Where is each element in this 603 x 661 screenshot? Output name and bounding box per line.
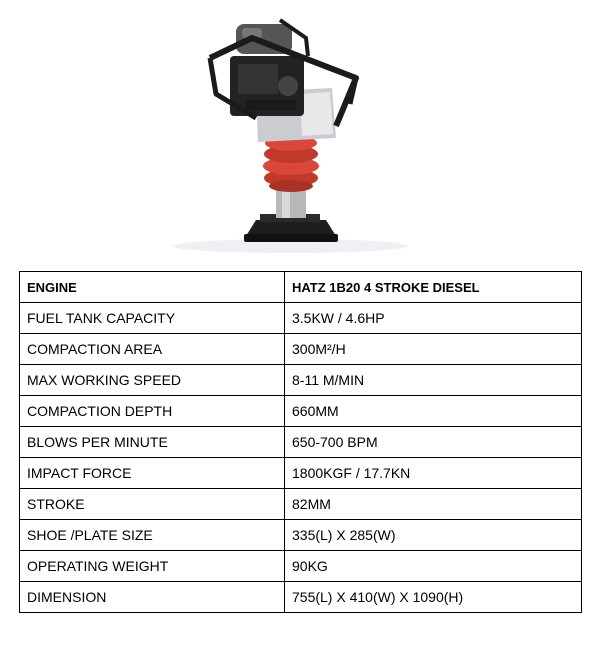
spec-label: SHOE /PLATE SIZE — [20, 520, 285, 551]
spec-value: 8-11 M/MIN — [285, 365, 582, 396]
spec-value: 300M²/H — [285, 334, 582, 365]
spec-value: 650-700 BPM — [285, 427, 582, 458]
spec-value: 90KG — [285, 551, 582, 582]
spec-label: COMPACTION AREA — [20, 334, 285, 365]
spec-label: BLOWS PER MINUTE — [20, 427, 285, 458]
spec-label: STROKE — [20, 489, 285, 520]
spec-table-row — [20, 551, 582, 582]
spec-value: 82MM — [285, 489, 582, 520]
spec-table — [19, 271, 582, 613]
spec-table-row — [20, 520, 582, 551]
spec-label: FUEL TANK CAPACITY — [20, 303, 285, 334]
spec-value: 3.5KW / 4.6HP — [285, 303, 582, 334]
spec-table-row — [20, 396, 582, 427]
spec-label: IMPACT FORCE — [20, 458, 285, 489]
spec-table-row — [20, 334, 582, 365]
spec-value: 335(L) X 285(W) — [285, 520, 582, 551]
spec-table-row — [20, 458, 582, 489]
spec-table-row — [20, 582, 582, 613]
spec-label: MAX WORKING SPEED — [20, 365, 285, 396]
spec-table-header-row — [20, 272, 582, 303]
spec-value: 660MM — [285, 396, 582, 427]
tamping-rammer-image — [160, 8, 420, 260]
spec-table-row — [20, 489, 582, 520]
spec-table-row — [20, 427, 582, 458]
spec-label: ENGINE — [20, 272, 285, 303]
spec-value: 1800KGF / 17.7KN — [285, 458, 582, 489]
spec-label: COMPACTION DEPTH — [20, 396, 285, 427]
spec-label: DIMENSION — [20, 582, 285, 613]
spec-table-row — [20, 365, 582, 396]
spec-value: HATZ 1B20 4 STROKE DIESEL — [285, 272, 582, 303]
spec-label: OPERATING WEIGHT — [20, 551, 285, 582]
spec-value: 755(L) X 410(W) X 1090(H) — [285, 582, 582, 613]
spec-table-row — [20, 303, 582, 334]
